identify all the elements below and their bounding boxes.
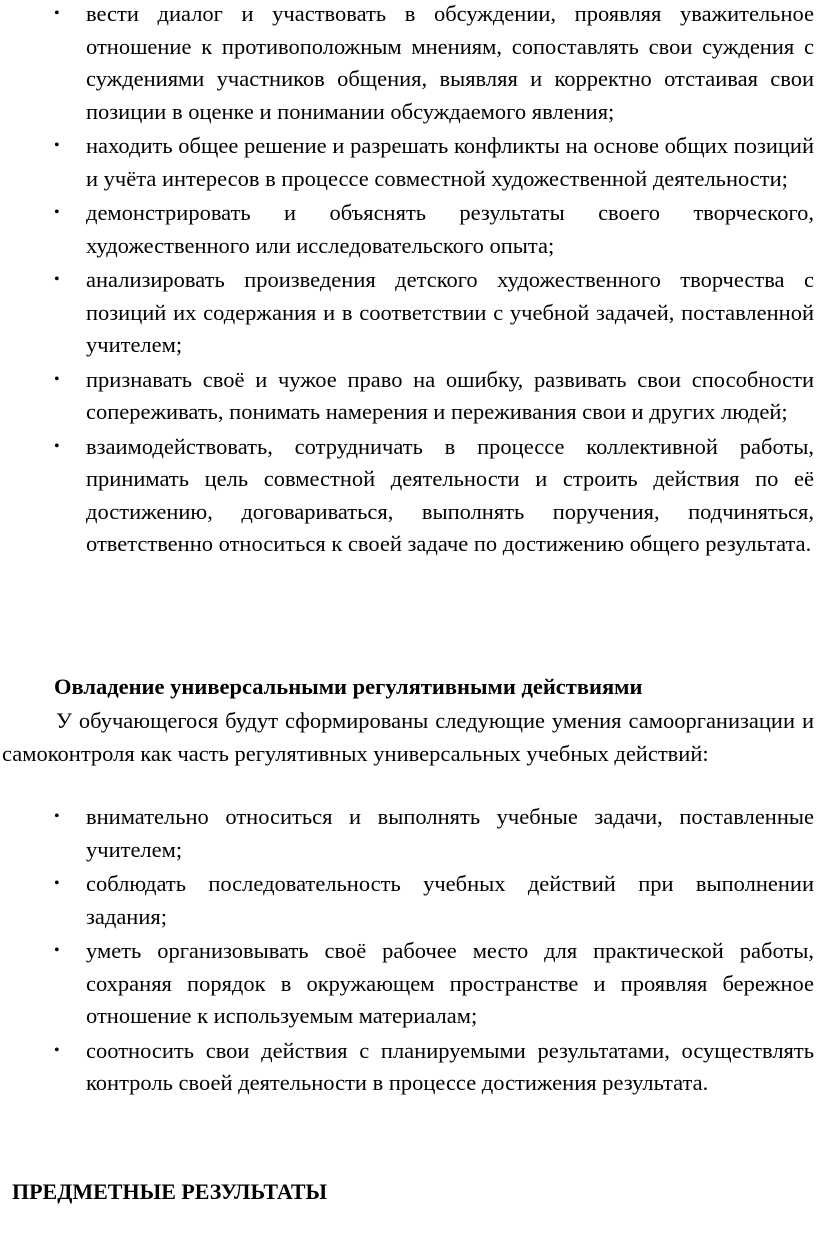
bullet-icon: • (54, 942, 60, 959)
communication-skills-list (0, 0, 816, 563)
regulatory-skills-list (0, 801, 816, 1102)
bullet-icon: • (54, 808, 60, 825)
list-item (0, 431, 816, 561)
list-item-text: анализировать произведения детского художественного творчества с позиций их содержания и в соответствии с учебной задачей, поставленной учителем; (86, 267, 814, 357)
list-item (0, 935, 816, 1033)
bullet-icon: • (54, 370, 60, 388)
regulatory-intro-paragraph: У обучающегося будут сформированы следующие умения самоорганизации и самоконтроля как часть регулятивных универсальных учебных действий: (2, 708, 814, 766)
bullet-icon: • (54, 437, 60, 455)
list-item-text: демонстрировать и объяснять результаты своего творческого, художественного или исследовательского опыта; (86, 200, 814, 258)
list-item (0, 1035, 816, 1100)
list-item-text: соотносить свои действия с планируемыми результатами, осуществлять контроль своей деятельности в процессе достижения результата. (86, 1037, 814, 1095)
list-item-text: вести диалог и участвовать в обсуждении, проявляя уважительное отношение к противоположным мнениям, сопоставлять свои суждения с суждениями участников общения, выявляя и корректно отстаивая свои позиции в оценке и понимании обсуждаемого явления; (86, 1, 814, 124)
list-item-text: находить общее решение и разрешать конфликты на основе общих позиций и учёта интересов в процессе совместной художественной деятельности; (86, 133, 814, 191)
bullet-icon: • (54, 5, 60, 22)
list-item (0, 801, 816, 866)
subject-results-title: ПРЕДМЕТНЫЕ РЕЗУЛЬТАТЫ (12, 1179, 328, 1204)
list-item-text: внимательно относиться и выполнять учебные задачи, поставленные учителем; (86, 804, 814, 862)
list-item (0, 130, 816, 195)
list-item (0, 197, 816, 262)
list-item-text: признавать своё и чужое право на ошибку, развивать свои способности сопереживать, понимать намерения и переживания свои и других людей; (86, 366, 814, 424)
list-item-text: уметь организовывать своё рабочее место для практической работы, сохраняя порядок в окружающем пространстве и проявляя бережное отношение к используемым материалам; (86, 938, 814, 1028)
bullet-icon: • (54, 137, 60, 154)
bullet-icon: • (54, 875, 60, 892)
list-item (0, 364, 816, 429)
list-item-text: соблюдать последовательность учебных действий при выполнении задания; (86, 871, 814, 929)
bullet-icon: • (54, 271, 60, 288)
list-item-text: взаимодействовать, сотрудничать в процессе коллективной работы, принимать цель совместной деятельности и строить действия по её достижению, договариваться, выполнять поручения, подчиняться, ответственно относиться к своей задаче по достижению общего результата. (86, 433, 814, 556)
bullet-icon: • (54, 204, 60, 221)
list-item (0, 868, 816, 933)
regulatory-actions-heading: Овладение универсальными регулятивными действиями (54, 674, 643, 699)
list-item (0, 264, 816, 362)
bullet-icon: • (54, 1041, 60, 1059)
list-item (0, 0, 816, 128)
